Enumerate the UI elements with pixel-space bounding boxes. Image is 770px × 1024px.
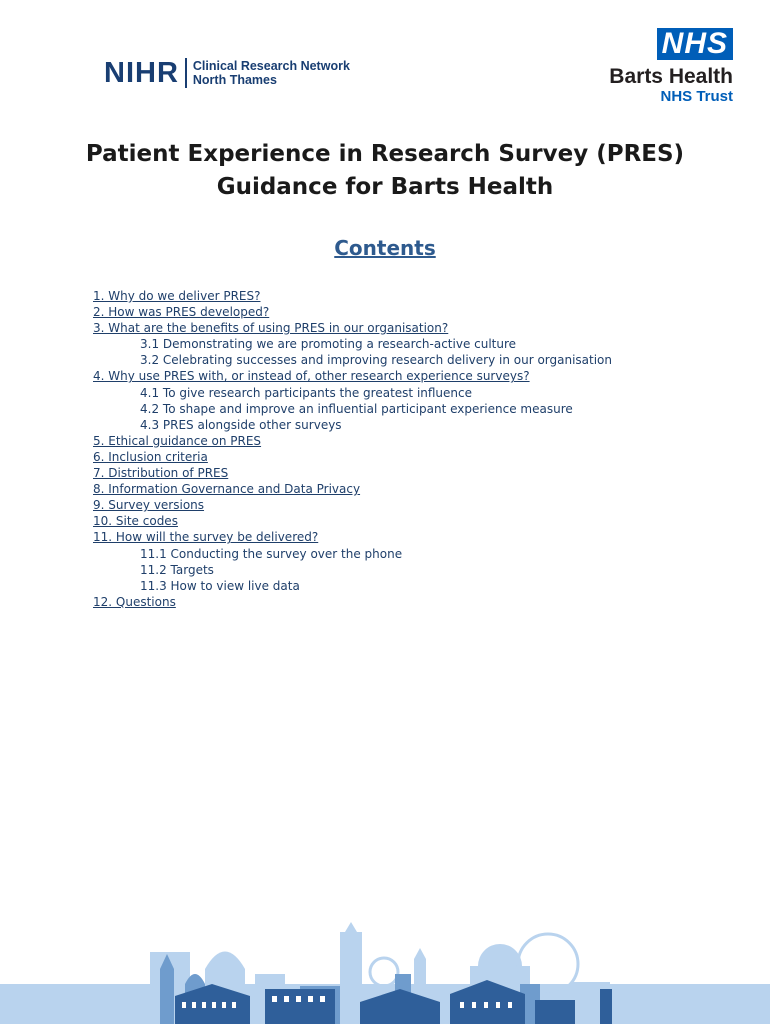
- nhs-trust-name: NHS Trust: [660, 88, 733, 105]
- toc-link[interactable]: 1. Why do we deliver PRES?: [93, 289, 261, 303]
- toc-link[interactable]: 10. Site codes: [93, 514, 178, 529]
- toc-link[interactable]: 11. How will the survey be delivered?: [93, 530, 319, 545]
- nihr-network-name: [193, 59, 350, 87]
- toc-link[interactable]: 3. What are the benefits of using PRES in our organisation?: [93, 321, 449, 336]
- toc-link[interactable]: 12. Questions: [93, 594, 176, 609]
- toc-link[interactable]: 4. Why use PRES with, or instead of, other research experience surveys?: [93, 369, 530, 384]
- toc-subitem: 4.2 To shape and improve an influential participant experience measure: [140, 401, 573, 416]
- toc-subitem: 3.1 Demonstrating we are promoting a research-active culture: [140, 337, 517, 352]
- nihr-mark: NIHR: [104, 56, 179, 89]
- nhs-mark: NHS: [657, 28, 733, 60]
- toc-link[interactable]: 7. Distribution of PRES: [93, 466, 229, 481]
- toc-subitem: 4.1 To give research participants the greatest influence: [140, 385, 473, 400]
- toc-link[interactable]: 8. Information Governance and Data Privacy: [93, 482, 361, 497]
- toc-subitem: 11.2 Targets: [140, 562, 214, 577]
- contents-heading: Contents: [334, 236, 436, 260]
- page-title-line1: Patient Experience in Research Survey (PRES): [85, 141, 685, 167]
- table-of-contents: [93, 288, 693, 610]
- toc-subitem: 3.2 Celebrating successes and improving research delivery in our organisation: [140, 353, 613, 368]
- nihr-network-line2: North Thames: [192, 73, 277, 87]
- toc-subitem: 4.3 PRES alongside other surveys: [140, 417, 342, 432]
- nihr-logo: [104, 56, 350, 90]
- toc-link[interactable]: 2. How was PRES developed?: [93, 305, 270, 320]
- page-title: [0, 138, 770, 204]
- page-title-line2: Guidance for Barts Health: [216, 174, 554, 200]
- nhs-org-name: Barts Health: [609, 65, 733, 88]
- nihr-network-line1: Clinical Research Network: [192, 59, 350, 73]
- logo-divider: [185, 58, 187, 88]
- toc-link[interactable]: 6. Inclusion criteria: [93, 449, 208, 464]
- toc-link[interactable]: 5. Ethical guidance on PRES: [93, 433, 262, 448]
- toc-subitem: 11.3 How to view live data: [140, 578, 300, 593]
- toc-link[interactable]: 9. Survey versions: [93, 498, 205, 513]
- london-skyline-illustration: [0, 914, 770, 1024]
- toc-subitem: 11.1 Conducting the survey over the phone: [140, 546, 403, 561]
- nhs-logo: [593, 28, 733, 106]
